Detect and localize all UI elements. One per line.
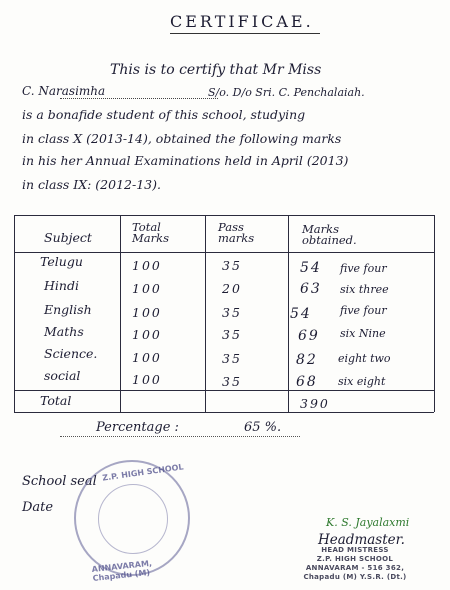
row-subject: Hindi — [44, 278, 79, 293]
row-subject: Maths — [44, 324, 84, 339]
row-subject: Science. — [44, 346, 98, 361]
row-total: 100 — [132, 281, 162, 296]
stamp-line: HEAD MISTRESS — [321, 546, 389, 554]
row-words: six Nine — [340, 327, 386, 340]
total-label: Total — [40, 393, 72, 408]
school-seal-label: School seal — [22, 474, 97, 489]
date-label: Date — [22, 500, 54, 515]
table-left-border — [14, 215, 15, 412]
percentage-value: 65 %. — [244, 420, 282, 435]
row-pass: 35 — [222, 351, 242, 366]
row-subject: social — [44, 368, 81, 383]
seal-inner-ring — [98, 484, 168, 554]
col-divider-3 — [288, 215, 289, 412]
row-words: eight two — [338, 352, 391, 365]
name-dotted-line — [60, 98, 218, 99]
class-line: in class X (2013-14), obtained the following marks — [22, 131, 342, 146]
header-divider — [14, 252, 434, 253]
col-divider-1 — [120, 215, 121, 412]
row-obtained: 69 — [298, 328, 320, 344]
title-underline — [170, 33, 320, 34]
header-total: Total Marks — [132, 220, 169, 245]
row-total: 100 — [132, 327, 162, 342]
school-seal — [74, 460, 190, 583]
total-top-divider — [14, 390, 434, 391]
parent-info: S/o. D/o Sri. C. Penchalaiah. — [208, 86, 365, 99]
student-name: C. Narasimha — [22, 84, 106, 98]
row-total: 100 — [132, 372, 162, 387]
row-words: six eight — [338, 375, 386, 388]
row-subject: Telugu — [40, 254, 83, 269]
row-subject: English — [44, 302, 92, 317]
table-bottom-border — [14, 412, 434, 413]
row-words: five four — [340, 262, 387, 275]
header-obtained: Marks obtained. — [302, 222, 357, 247]
headmaster-label: Headmaster. — [318, 532, 405, 548]
stamp-line: ANNAVARAM - 516 362, — [305, 564, 405, 572]
exam-line: in his her Annual Examinations held in April (2013) — [22, 153, 349, 168]
stamp-line: Chapadu (M) Y.S.R. (Dt.) — [303, 573, 407, 581]
row-pass: 35 — [222, 258, 242, 273]
row-total: 100 — [132, 350, 162, 365]
percentage-dotted-line — [60, 436, 300, 437]
col-divider-2 — [205, 215, 206, 412]
row-words: six three — [340, 283, 389, 296]
headmistress-stamp — [290, 546, 420, 582]
row-obtained: 63 — [300, 281, 322, 297]
row-obtained: 68 — [296, 374, 318, 390]
certificate-title: CERTIFICAE. — [170, 12, 314, 31]
header-pass: Pass marks — [218, 220, 255, 245]
row-total: 100 — [132, 305, 162, 320]
row-obtained: 54 — [290, 306, 312, 322]
row-obtained: 82 — [296, 352, 318, 368]
previous-class-line: in class IX: (2012-13). — [22, 177, 161, 192]
seal-bottom-text: ANNAVARAM, Chapadu (M) — [91, 558, 153, 583]
row-pass: 35 — [222, 374, 242, 389]
seal-top-text: Z.P. HIGH SCHOOL — [101, 462, 185, 483]
row-pass: 20 — [222, 281, 242, 296]
row-total: 100 — [132, 258, 162, 273]
table-top-border — [14, 215, 434, 216]
row-pass: 35 — [222, 305, 242, 320]
header-subject: Subject — [44, 230, 92, 245]
row-words: five four — [340, 304, 387, 317]
stamp-line: Z.P. HIGH SCHOOL — [316, 555, 394, 563]
bonafide-line: is a bonafide student of this school, studying — [22, 107, 306, 122]
signature: K. S. Jayalaxmi — [326, 516, 410, 529]
percentage-label: Percentage : — [96, 420, 179, 435]
table-right-border — [434, 215, 435, 412]
row-obtained: 54 — [300, 260, 322, 276]
certify-line: This is to certify that Mr Miss — [110, 62, 322, 78]
row-pass: 35 — [222, 327, 242, 342]
total-value: 390 — [300, 396, 330, 411]
